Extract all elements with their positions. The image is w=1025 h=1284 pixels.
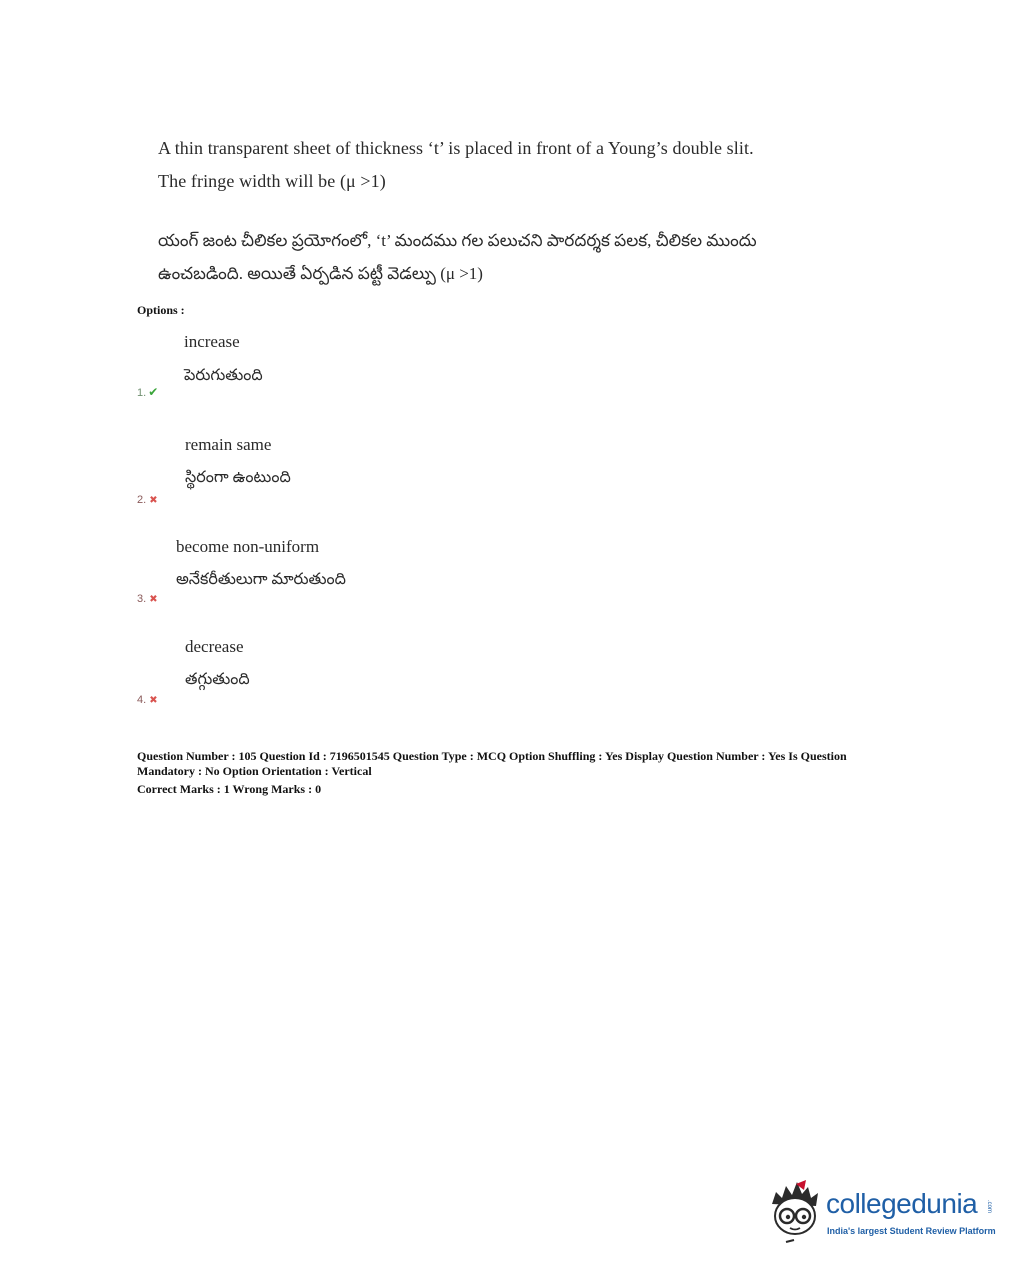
question-telugu-line-1: యంగ్ జంట చీలికల ప్రయోగంలో, ‘t’ మందము గల పలుచని పారదర్శక పలక, చీలికల ముందు bbox=[158, 231, 757, 250]
collegedunia-logo bbox=[766, 1178, 996, 1248]
metadata-line-2: Mandatory : No Option Orientation : Vertical bbox=[137, 764, 372, 778]
option-4-telugu: తగ్గుతుంది bbox=[185, 671, 250, 688]
metadata-marks: Correct Marks : 1 Wrong Marks : 0 bbox=[137, 782, 322, 796]
question-english bbox=[158, 132, 858, 198]
question-metadata bbox=[137, 749, 927, 797]
question-english-line-2: The fringe width will be (μ >1) bbox=[158, 171, 386, 191]
option-4-number bbox=[137, 694, 158, 706]
cross-icon: ✖ bbox=[149, 695, 158, 706]
options-label: Options : bbox=[137, 303, 185, 317]
option-1-number-text: 1. bbox=[137, 387, 147, 399]
option-4-number-text: 4. bbox=[137, 694, 147, 706]
option-2-telugu: స్థిరంగా ఉంటుంది bbox=[185, 469, 291, 486]
logo-tagline: India's largest Student Review Platform bbox=[827, 1226, 996, 1236]
cross-icon: ✖ bbox=[149, 495, 158, 506]
metadata-line-1: Question Number : 105 Question Id : 7196501545 Question Type : MCQ Option Shuffling : Yes Display Question Number : Yes Is Question bbox=[137, 749, 847, 763]
question-telugu bbox=[158, 224, 858, 290]
option-3-english: become non-uniform bbox=[176, 537, 320, 556]
option-4-english: decrease bbox=[185, 637, 244, 656]
option-1-telugu: పెరుగుతుంది bbox=[184, 367, 263, 384]
option-3-number bbox=[137, 593, 158, 605]
option-3-telugu: అనేకరీతులుగా మారుతుంది bbox=[176, 571, 346, 588]
option-3-number-text: 3. bbox=[137, 593, 147, 605]
question-telugu-line-2: ఉంచబడింది. అయితే ఏర్పడిన పట్టీ వెడల్పు (μ >1) bbox=[158, 264, 483, 283]
option-2-number-text: 2. bbox=[137, 494, 147, 506]
option-2-number bbox=[137, 494, 158, 506]
student-mascot-icon bbox=[766, 1178, 828, 1248]
cross-icon: ✖ bbox=[149, 594, 158, 605]
logo-domain: .com bbox=[986, 1200, 992, 1214]
check-icon: ✔ bbox=[148, 385, 159, 399]
option-1-number bbox=[137, 385, 158, 399]
option-1-english: increase bbox=[184, 332, 240, 351]
option-2-english: remain same bbox=[185, 435, 272, 454]
logo-wordmark: collegedunia bbox=[826, 1188, 978, 1219]
question-english-line-1: A thin transparent sheet of thickness ‘t’ is placed in front of a Young’s double slit. bbox=[158, 138, 754, 158]
